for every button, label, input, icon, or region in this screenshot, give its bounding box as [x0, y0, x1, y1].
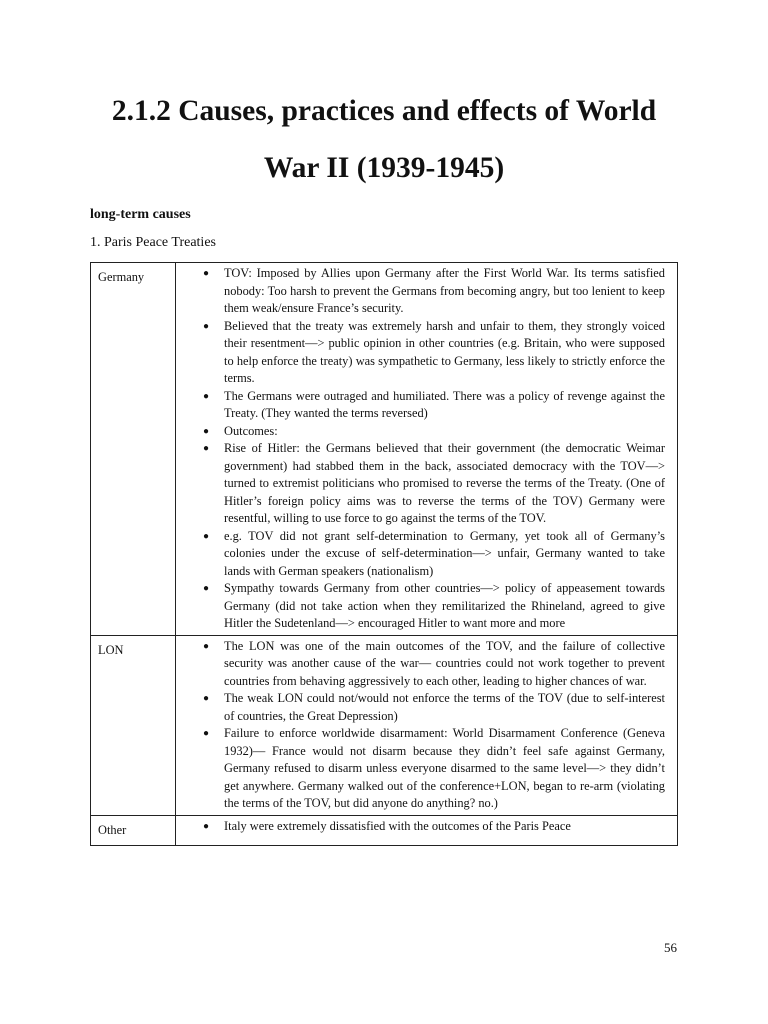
bullet-text: Believed that the treaty was extremely harsh and unfair to them, they strongly voiced their resentment—> public opinion in other countries (e.g. Britain, who were supposed to help enforce the treaty) was sympathetic to Germany, less likely to strictly enforce the terms.: [224, 318, 665, 385]
row-label-germany: Germany: [91, 263, 176, 636]
bullet-text: Italy were extremely dissatisfied with the outcomes of the Paris Peace: [224, 818, 571, 833]
table-row-germany: [91, 263, 678, 636]
bullet-list: [201, 818, 665, 836]
subsection-heading: 1. Paris Peace Treaties: [90, 235, 216, 250]
bullet-icon: ●: [203, 583, 210, 594]
document-title-line-2: War II (1939-1945): [263, 152, 505, 184]
list-item: [201, 638, 665, 691]
bullet-icon: ●: [203, 640, 210, 652]
bullet-icon: ●: [203, 728, 210, 739]
bullet-text: Failure to enforce worldwide disarmament: World Disarmament Conference (Geneva 1932)— France would not disarm because they didn’t feel safe against Germany, Germany refused to disarm unless everyone disarmed to the same level—> they didn’t get anywhere. Germany walked out of the conference+LON, began to re-arm (violating the terms of the TOV, but did anyone do anything? no.): [224, 726, 665, 810]
section-heading: long-term causes: [90, 207, 191, 222]
row-content-other: [176, 815, 678, 846]
bullet-text: Outcomes:: [224, 423, 278, 438]
page-number: 56: [664, 940, 677, 955]
bullet-icon: ●: [203, 390, 210, 402]
row-label-lon: LON: [91, 635, 176, 815]
bullet-list: [201, 265, 665, 633]
list-item: [201, 725, 665, 813]
list-item: [201, 440, 665, 528]
bullet-icon: ●: [203, 268, 210, 279]
bullet-icon: ●: [203, 320, 210, 332]
bullet-icon: ●: [203, 425, 210, 437]
bullet-text: TOV: Imposed by Allies upon Germany after the First World War. Its terms satisfied nobody: Too harsh to prevent the Germans from becoming angry, but too lenient to keep them weak/ensure France’s security.: [224, 266, 665, 315]
bullet-list: [201, 638, 665, 813]
list-item: [201, 388, 665, 423]
list-item: [201, 265, 665, 318]
list-item: [201, 528, 665, 581]
table-row-lon: [91, 635, 678, 815]
table-row-other: [91, 815, 678, 846]
bullet-text: The weak LON could not/would not enforce the terms of the TOV (due to self-interest of countries, the Great Depression): [224, 691, 665, 723]
list-item: [201, 690, 665, 725]
list-item: [201, 818, 665, 836]
row-content-germany: [176, 263, 678, 636]
bullet-text: The Germans were outraged and humiliated. There was a policy of revenge against the Treaty. (They wanted the terms reversed): [224, 388, 665, 420]
causes-table: [90, 262, 678, 846]
row-content-lon: [176, 635, 678, 815]
list-item: [201, 423, 665, 441]
bullet-text: e.g. TOV did not grant self-determination to Germany, yet took all of Germany’s colonies under the excuse of self-determination—> unfair, Germany wanted to take lands with German speakers (nationalism): [224, 528, 665, 578]
bullet-icon: ●: [203, 693, 210, 704]
bullet-text: The LON was one of the main outcomes of the TOV, and the failure of collective security was another cause of the war— countries could not work together to prevent countries from behaving aggressively to each other, leading to higher chances of war.: [224, 638, 665, 688]
bullet-icon: ●: [203, 530, 210, 542]
document-title-line-1: 2.1.2 Causes, practices and effects of World: [111, 95, 657, 127]
bullet-icon: ●: [203, 443, 210, 454]
row-label-other: Other: [91, 815, 176, 846]
bullet-text: Rise of Hitler: the Germans believed that their government (the democratic Weimar government) had stabbed them in the back, associated democracy with the TOV—> turned to extremist politicians who promised to reverse the terms of the Treaty. (One of Hitler’s foreign policy aims was to reverse the terms of the TOV) Germany were resentful, willing to use force to go against the terms of the TOV.: [224, 441, 665, 525]
list-item: [201, 318, 665, 388]
bullet-icon: ●: [203, 820, 210, 832]
list-item: [201, 580, 665, 633]
bullet-text: Sympathy towards Germany from other countries—> policy of appeasement towards Germany (did not take action when they remilitarized the Rhineland, agreed to give Hitler the Sudetenland—> encouraged Hitler to want more and more: [224, 581, 665, 630]
